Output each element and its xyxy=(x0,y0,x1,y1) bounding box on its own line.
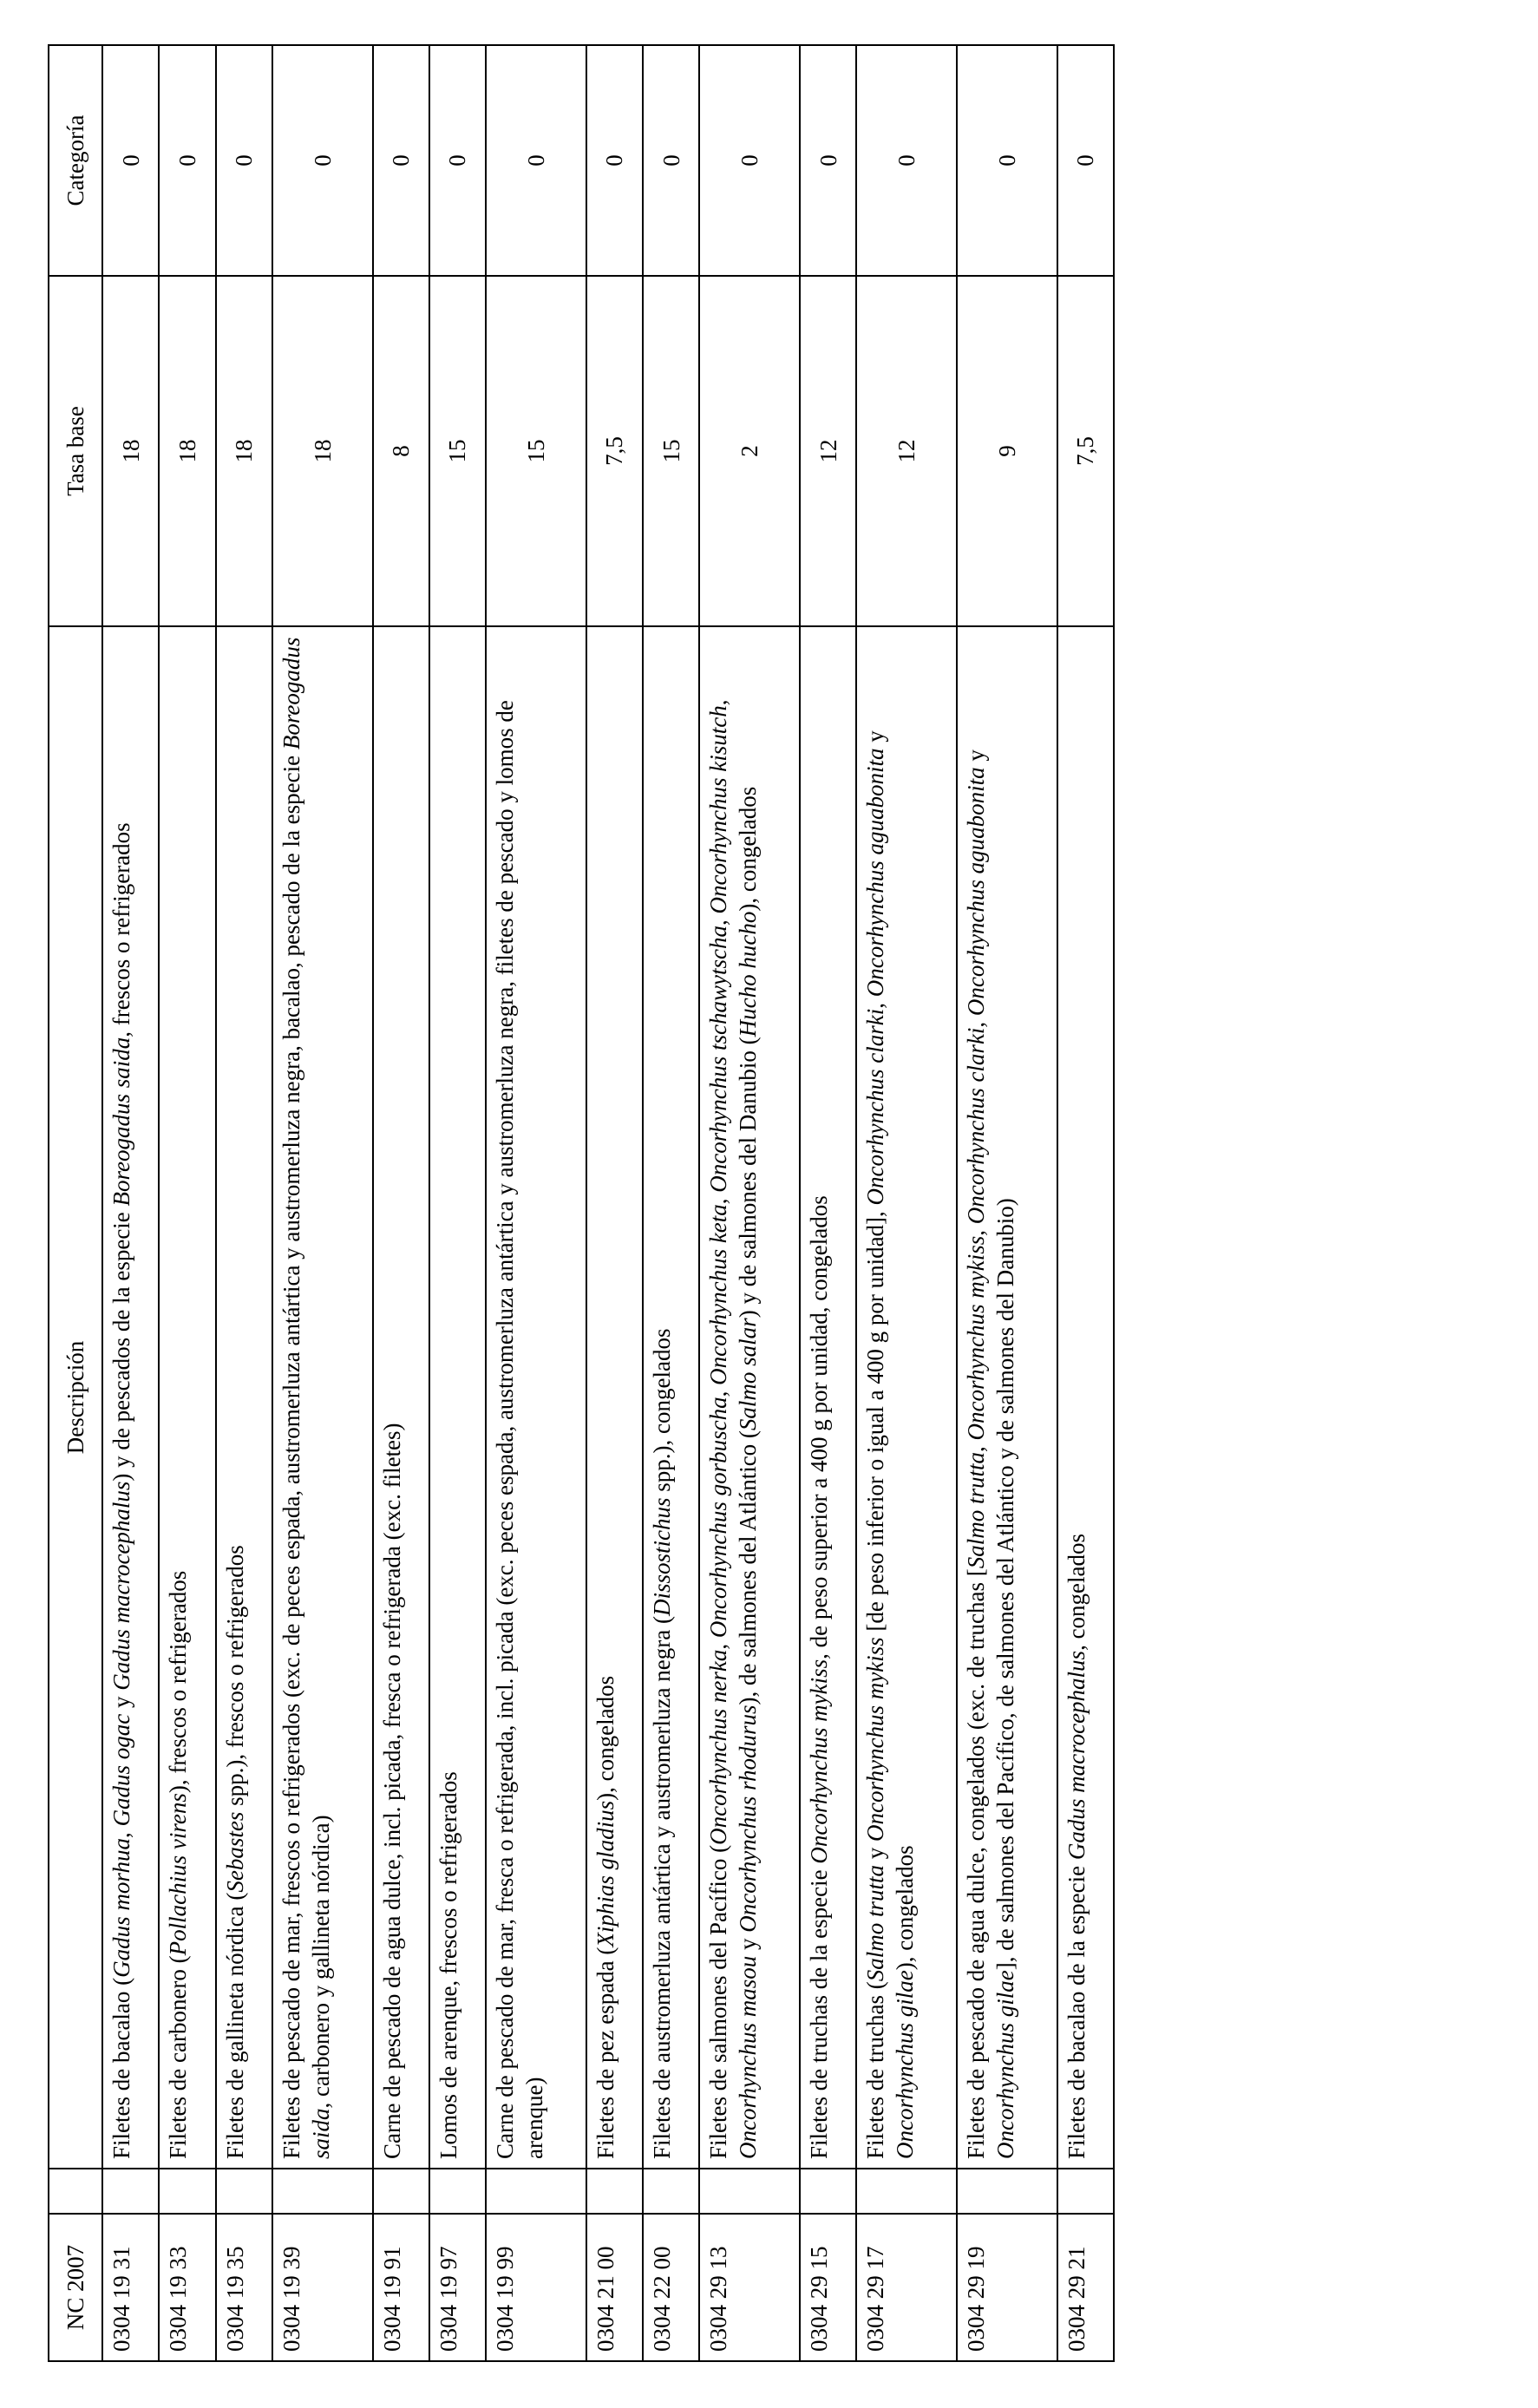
category-cell: 0 xyxy=(272,45,373,276)
cn-code-cell: 0304 29 21 xyxy=(1057,2214,1114,2361)
description-cell xyxy=(429,626,486,2169)
cn-code-cell: 0304 21 00 xyxy=(586,2214,643,2361)
table-row xyxy=(643,45,699,2361)
table-row xyxy=(216,45,272,2361)
base-rate-cell: 8 xyxy=(373,276,429,626)
base-rate-cell: 7,5 xyxy=(586,276,643,626)
table-row xyxy=(429,45,486,2361)
cn-code-cell: 0304 29 19 xyxy=(957,2214,1057,2361)
base-rate-cell: 7,5 xyxy=(1057,276,1114,626)
species-name: Oncorhynchus mykiss xyxy=(962,1235,989,1441)
species-name: Gadus macrocephalus xyxy=(108,1481,134,1691)
tariff-table xyxy=(48,44,1115,2362)
blank-cell xyxy=(643,2169,699,2214)
table-row xyxy=(699,45,800,2361)
category-cell: 0 xyxy=(800,45,856,276)
base-rate-cell: 15 xyxy=(429,276,486,626)
description-text: ) y de pescados de la especie xyxy=(108,1206,134,1482)
category-cell: 0 xyxy=(102,45,159,276)
cn-code-cell: 0304 19 39 xyxy=(272,2214,373,2361)
species-name: Oncorhynchus aguabonita xyxy=(862,748,889,998)
species-name: Oncorhynchus mykiss xyxy=(805,1659,832,1864)
description-text: Filetes de truchas ( xyxy=(862,1981,889,2159)
species-name: Pollachius virens xyxy=(165,1793,192,1956)
description-cell xyxy=(102,626,159,2169)
table-row xyxy=(1057,45,1114,2361)
category-cell: 0 xyxy=(429,45,486,276)
description-cell xyxy=(1057,626,1114,2169)
category-cell: 0 xyxy=(586,45,643,276)
table-row xyxy=(159,45,215,2361)
species-name: Oncorhynchus gorbuscha xyxy=(705,1397,732,1639)
description-cell xyxy=(159,626,215,2169)
rotated-page xyxy=(48,46,1115,2362)
description-text: , carbonero y gallineta nórdica) xyxy=(307,1815,334,2109)
description-text: y xyxy=(962,749,989,768)
base-rate-cell: 2 xyxy=(699,276,800,626)
description-text: ) y de salmones del Danubio ( xyxy=(735,1037,762,1319)
header-blank xyxy=(49,2169,102,2214)
description-cell xyxy=(216,626,272,2169)
description-text: Filetes de truchas de la especie xyxy=(805,1863,832,2159)
category-cell: 0 xyxy=(643,45,699,276)
cn-code-cell: 0304 29 15 xyxy=(800,2214,856,2361)
table-row xyxy=(856,45,957,2361)
description-text: , xyxy=(962,1440,989,1452)
header-code: NC 2007 xyxy=(49,2214,102,2361)
description-text: y xyxy=(108,1690,134,1714)
species-name: Boreogadus saida xyxy=(278,637,334,2159)
description-text: Filetes de pescado de mar, frescos o refrigerados (exc. de peces espada, austromerluza antártica y austromerluza negra, bacalao, pescado de la especie xyxy=(278,749,304,2159)
description-text: ), congelados xyxy=(892,1845,919,1971)
table-row xyxy=(272,45,373,2361)
description-text: , xyxy=(705,1192,732,1205)
blank-cell xyxy=(216,2169,272,2214)
blank-cell xyxy=(272,2169,373,2214)
base-rate-cell: 15 xyxy=(643,276,699,626)
base-rate-cell: 12 xyxy=(856,276,957,626)
description-text: Filetes de pescado de agua dulce, congelados (exc. de truchas [ xyxy=(962,1568,989,2159)
species-name: Oncorhynchus gilae xyxy=(892,1970,919,2159)
category-cell: 0 xyxy=(957,45,1057,276)
blank-cell xyxy=(1057,2169,1114,2214)
description-text: Carne de pescado de agua dulce, incl. picada, fresca o refrigerada (exc. filetes) xyxy=(378,1423,405,2159)
table-header-row xyxy=(49,45,102,2361)
description-text: , xyxy=(108,1826,134,1839)
species-name: Oncorhynchus clarki xyxy=(962,1027,989,1225)
species-name: Gadus macrocephalus xyxy=(1063,1650,1090,1861)
description-text: ), congelados xyxy=(592,1675,618,1801)
species-name: Salmo trutta xyxy=(862,1865,889,1982)
description-text: , xyxy=(862,997,889,1009)
description-text: , xyxy=(705,699,732,706)
description-text: y xyxy=(862,730,889,749)
description-text: , frescos o refrigerados xyxy=(108,822,134,1037)
species-name: Boreogadus saida xyxy=(108,1037,134,1207)
species-name: Oncorhynchus clarki xyxy=(862,1008,889,1206)
description-text: , xyxy=(705,913,732,926)
description-text: ), frescos o refrigerados xyxy=(165,1570,192,1794)
blank-cell xyxy=(800,2169,856,2214)
header-rate: Tasa base xyxy=(49,276,102,626)
species-name: Oncorhynchus kisutch xyxy=(705,705,732,914)
description-cell xyxy=(856,626,957,2169)
description-text: Lomos de arenque, frescos o refrigerados xyxy=(435,1771,461,2159)
description-text: , de peso superior a 400 g por unidad, congelados xyxy=(805,1195,832,1659)
description-text: Carne de pescado de mar, fresca o refrigerada, incl. picada (exc. peces espada, austromerluza antártica y austromerluza negra, filetes de pescado y lomos de arenque) xyxy=(492,700,548,2159)
blank-cell xyxy=(856,2169,957,2214)
species-name: Hucho hucho xyxy=(735,911,762,1037)
description-text: Filetes de pez espada ( xyxy=(592,1947,618,2159)
base-rate-cell: 18 xyxy=(216,276,272,626)
base-rate-cell: 15 xyxy=(486,276,586,626)
blank-cell xyxy=(586,2169,643,2214)
blank-cell xyxy=(373,2169,429,2214)
description-text: ), congelados xyxy=(735,786,762,912)
table-row xyxy=(486,45,586,2361)
table-row xyxy=(957,45,1057,2361)
description-text: , xyxy=(962,1224,989,1236)
description-cell xyxy=(272,626,373,2169)
description-text: Filetes de austromerluza antártica y austromerluza negra ( xyxy=(649,1616,675,2159)
species-name: Salmo salar xyxy=(735,1318,762,1431)
description-text: , xyxy=(962,1016,989,1028)
description-cell xyxy=(586,626,643,2169)
blank-cell xyxy=(159,2169,215,2214)
species-name: Dissostichus xyxy=(649,1497,675,1617)
description-text: Filetes de salmones del Pacífico ( xyxy=(705,1844,732,2159)
table-body xyxy=(102,45,1114,2361)
species-name: Gadus morhua xyxy=(108,1838,134,1978)
base-rate-cell: 18 xyxy=(272,276,373,626)
description-text: [de peso inferior o igual a 400 g por unidad], xyxy=(862,1205,889,1638)
description-text: spp.), congelados xyxy=(649,1328,675,1498)
category-cell: 0 xyxy=(699,45,800,276)
cn-code-cell: 0304 29 13 xyxy=(699,2214,800,2361)
species-name: Oncorhynchus keta xyxy=(705,1204,732,1385)
description-text: Filetes de bacalao de la especie xyxy=(1063,1860,1090,2159)
blank-cell xyxy=(429,2169,486,2214)
category-cell: 0 xyxy=(1057,45,1114,276)
blank-cell xyxy=(486,2169,586,2214)
cn-code-cell: 0304 19 31 xyxy=(102,2214,159,2361)
species-name: Gadus ogac xyxy=(108,1713,134,1827)
description-cell xyxy=(643,626,699,2169)
blank-cell xyxy=(699,2169,800,2214)
table-row xyxy=(586,45,643,2361)
description-cell xyxy=(373,626,429,2169)
description-text: Filetes de gallineta nórdica ( xyxy=(221,1892,248,2159)
header-description: Descripción xyxy=(49,626,102,2169)
cn-code-cell: 0304 22 00 xyxy=(643,2214,699,2361)
base-rate-cell: 12 xyxy=(800,276,856,626)
species-name: Oncorhynchus rhodurus xyxy=(735,1705,762,1933)
category-cell: 0 xyxy=(159,45,215,276)
description-text: spp.), frescos o refrigerados xyxy=(221,1545,248,1812)
base-rate-cell: 18 xyxy=(102,276,159,626)
description-text: , xyxy=(705,1638,732,1650)
description-cell xyxy=(957,626,1057,2169)
cn-code-cell: 0304 19 33 xyxy=(159,2214,215,2361)
blank-cell xyxy=(102,2169,159,2214)
category-cell: 0 xyxy=(373,45,429,276)
species-name: Oncorhynchus masou xyxy=(735,1955,762,2159)
species-name: Salmo trutta xyxy=(962,1452,989,1569)
description-text: ), de salmones del Atlántico ( xyxy=(735,1430,762,1705)
category-cell: 0 xyxy=(856,45,957,276)
species-name: Oncorhynchus mykiss xyxy=(862,1637,889,1842)
species-name: Oncorhynchus gilae xyxy=(992,1970,1018,2159)
description-text: ], de salmones del Pacífico, de salmones del Atlántico y de salmones del Danubio) xyxy=(992,1198,1018,1971)
species-name: Oncorhynchus tschawytscha xyxy=(705,925,732,1193)
table-row xyxy=(102,45,159,2361)
description-text: , congelados xyxy=(1063,1533,1090,1651)
species-name: Xiphias gladius xyxy=(592,1800,618,1947)
cn-code-cell: 0304 19 91 xyxy=(373,2214,429,2361)
description-text: Filetes de bacalao ( xyxy=(108,1977,134,2159)
species-name: Oncorhynchus nerka xyxy=(705,1649,732,1845)
cn-code-cell: 0304 19 99 xyxy=(486,2214,586,2361)
description-text: Filetes de carbonero ( xyxy=(165,1955,192,2159)
header-category: Categoría xyxy=(49,45,102,276)
description-text: y xyxy=(735,1932,762,1956)
cn-code-cell: 0304 19 97 xyxy=(429,2214,486,2361)
description-text: , xyxy=(705,1384,732,1397)
description-text: y xyxy=(862,1842,889,1866)
category-cell: 0 xyxy=(486,45,586,276)
table-row xyxy=(800,45,856,2361)
table-row xyxy=(373,45,429,2361)
species-name: Oncorhynchus aguabonita xyxy=(962,767,989,1017)
category-cell: 0 xyxy=(216,45,272,276)
description-cell xyxy=(699,626,800,2169)
base-rate-cell: 18 xyxy=(159,276,215,626)
cn-code-cell: 0304 29 17 xyxy=(856,2214,957,2361)
cn-code-cell: 0304 19 35 xyxy=(216,2214,272,2361)
blank-cell xyxy=(957,2169,1057,2214)
species-name: Sebastes xyxy=(221,1811,248,1893)
base-rate-cell: 9 xyxy=(957,276,1057,626)
description-cell xyxy=(800,626,856,2169)
description-cell xyxy=(486,626,586,2169)
